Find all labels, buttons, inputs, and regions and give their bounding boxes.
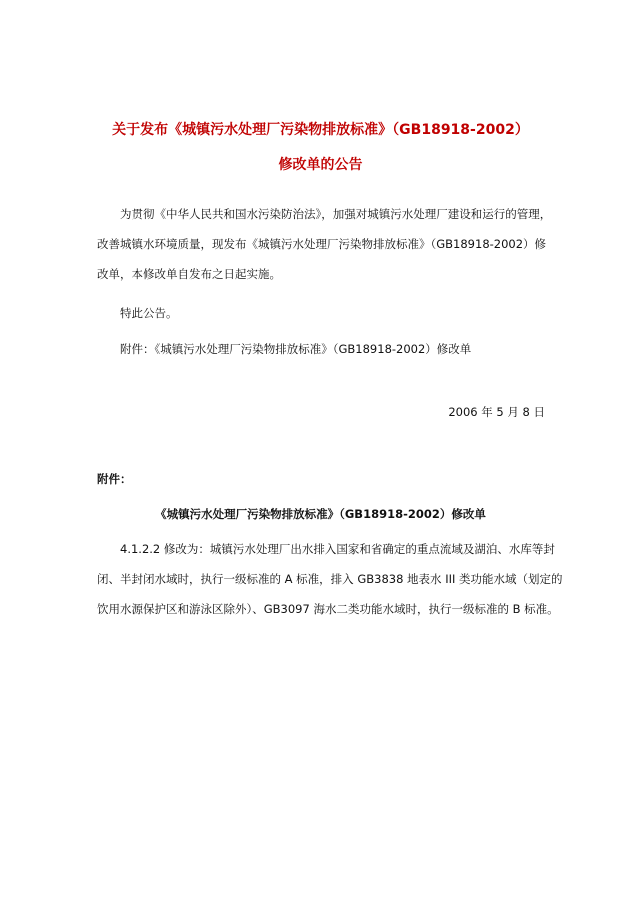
attachment-label: 附件： xyxy=(97,472,132,486)
attachment-title: 《城镇污水处理厂污染物排放标准》（GB18918-2002）修改单 xyxy=(155,507,486,521)
announcement-line: 为贯彻《中华人民共和国水污染防治法》，加强对城镇污水处理厂建设和运行的管理， xyxy=(120,207,552,221)
announcement-line: 改单，本修改单自发布之日起实施。 xyxy=(97,267,281,281)
document-title-line-2: 修改单的公告 xyxy=(278,157,363,173)
announcement-paragraph xyxy=(97,199,552,289)
amendment-line: 饮用水源保护区和游泳区除外）、GB3097 海水二类功能水域时，执行一级标准的 B 标准。 xyxy=(97,602,559,616)
attachment-note-text: 附件：《城镇污水处理厂污染物排放标准》（GB18918-2002）修改单 xyxy=(120,342,472,356)
attachment-note-paragraph xyxy=(97,334,547,364)
document-title-line-1: 关于发布《城镇污水处理厂污染物排放标准》（GB18918-2002） xyxy=(112,122,529,138)
amendment-line: 闭、半封闭水域时，执行一级标准的 A 标准，排入 GB3838 地表水 III 类功能水域（划定的 xyxy=(97,572,563,586)
closing-paragraph xyxy=(97,298,547,328)
amendment-paragraph xyxy=(97,534,563,624)
announcement-line: 改善城镇水环境质量，现发布《城镇污水处理厂污染物排放标准》（GB18918-2002）修 xyxy=(97,237,547,251)
closing-text: 特此公告。 xyxy=(120,306,178,320)
issue-date: 2006 年 5 月 8 日 xyxy=(448,405,545,419)
amendment-line: 4.1.2.2 修改为：城镇污水处理厂出水排入国家和省确定的重点流域及湖泊、水库等封 xyxy=(120,542,555,556)
